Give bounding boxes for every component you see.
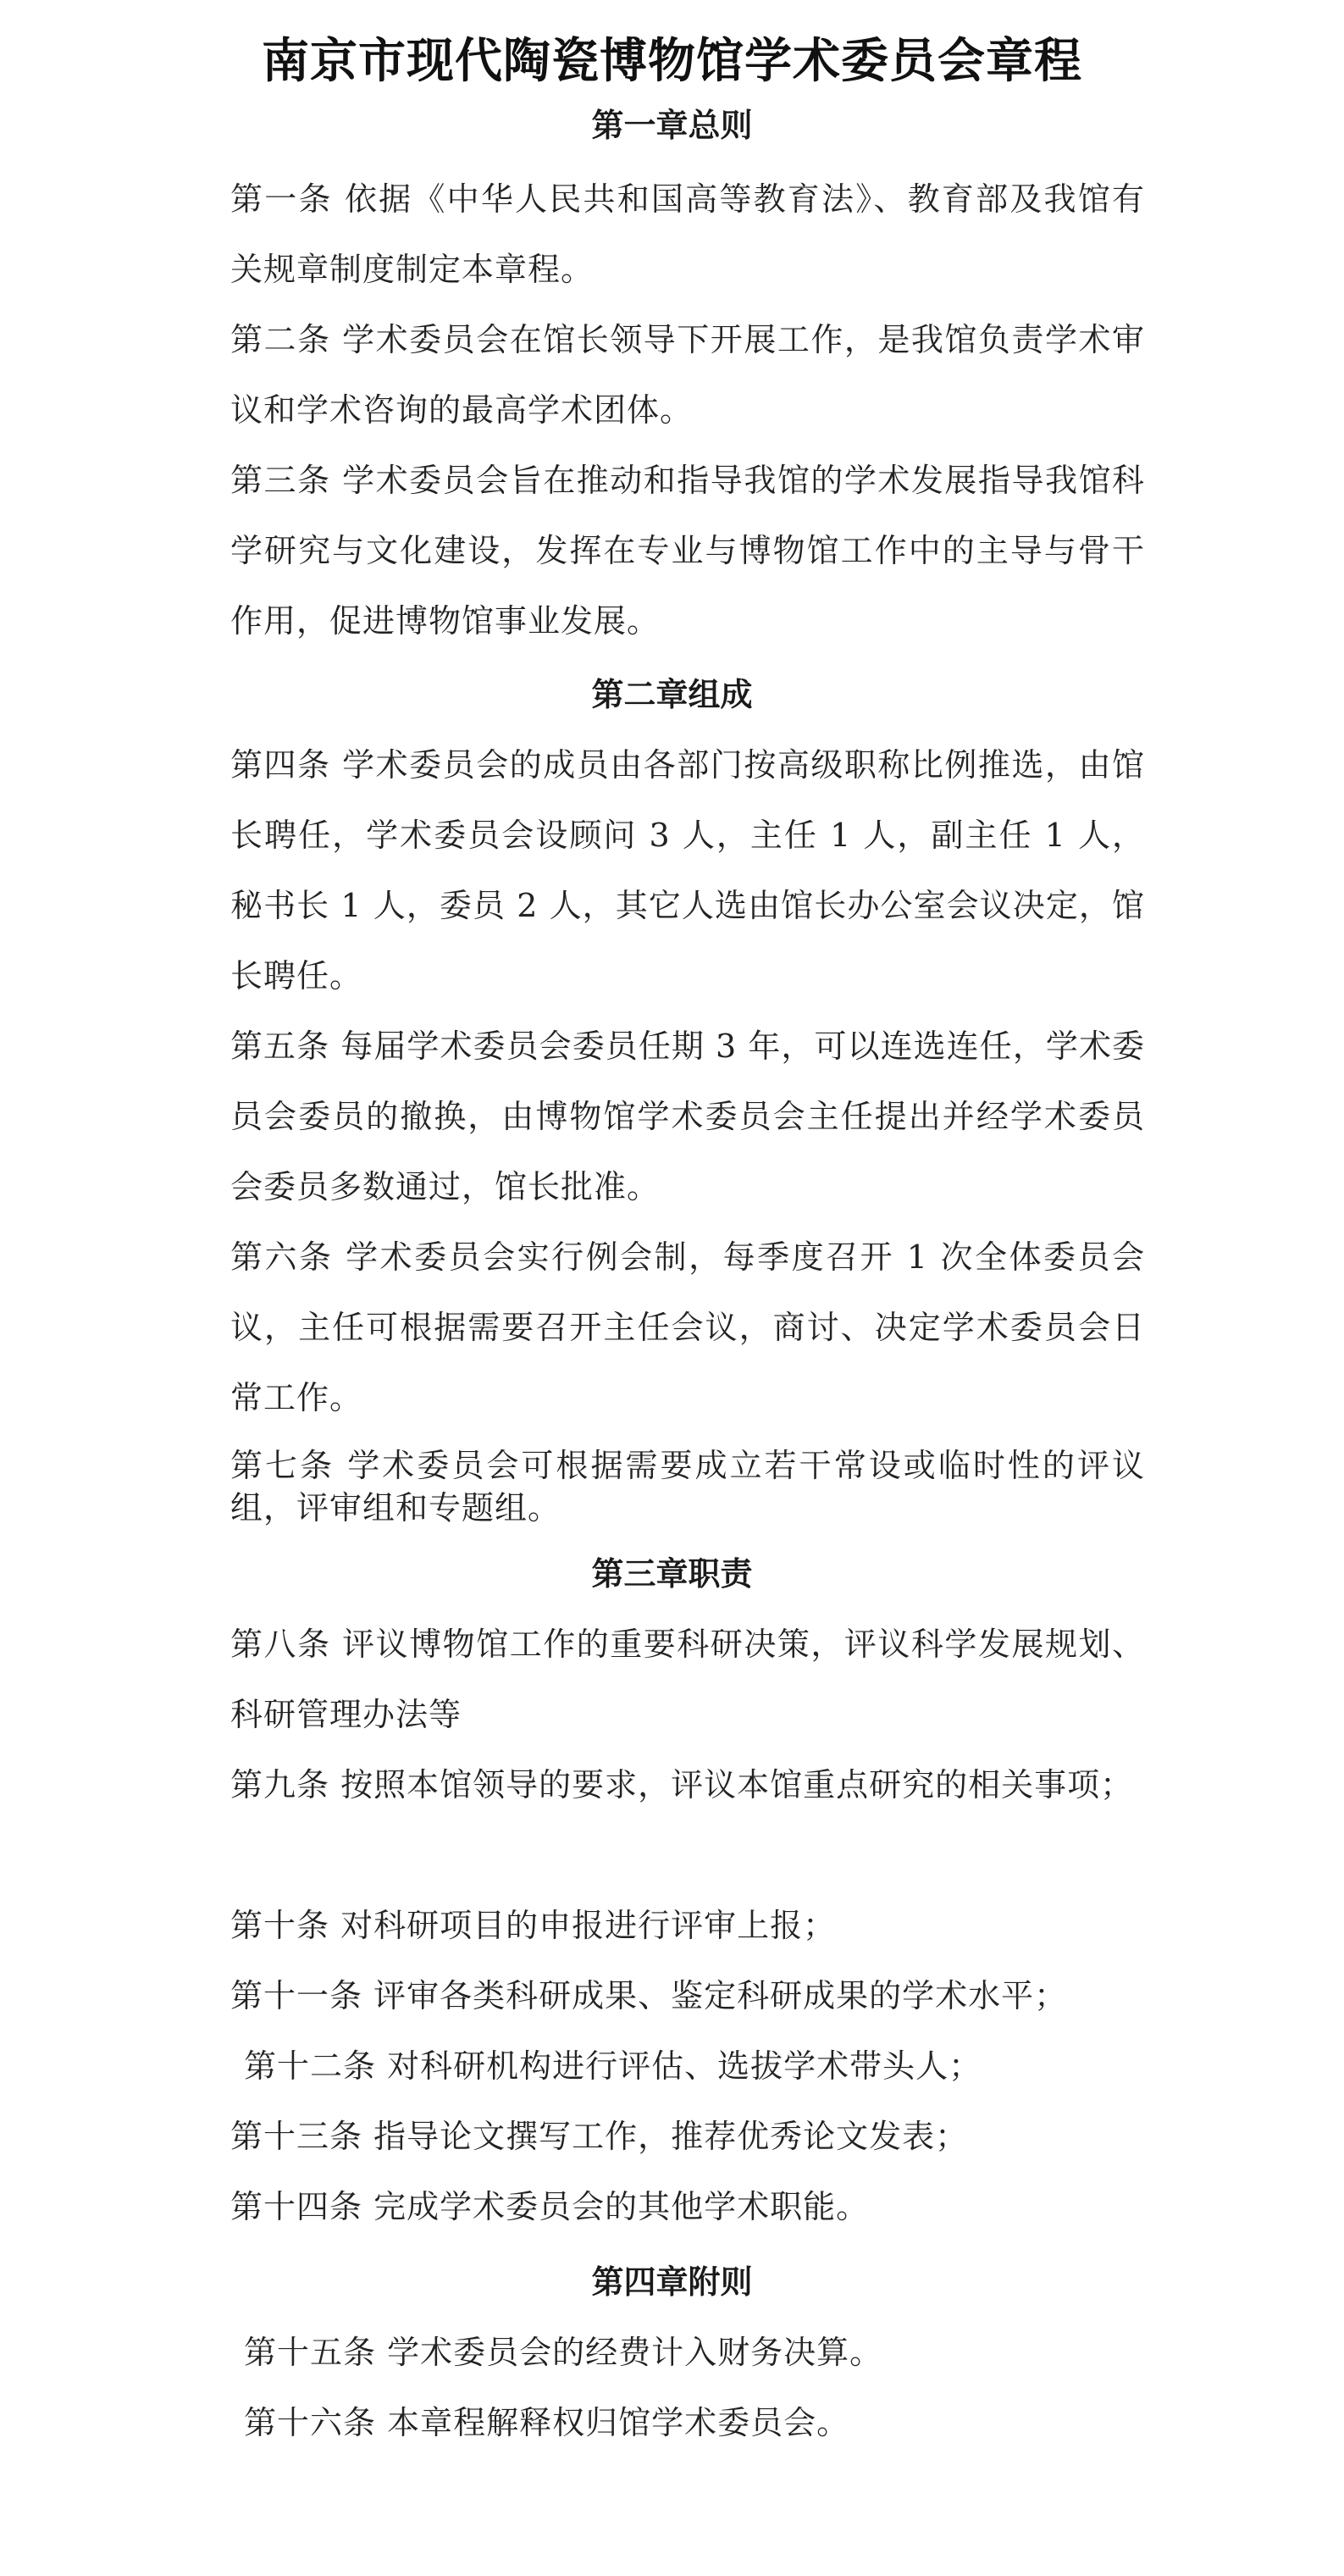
article-paragraph: 第十五条 学术委员会的经费计入财务决算。 <box>244 2334 883 2371</box>
article-paragraph: 第一条 依据《中华人民共和国高等教育法》、教育部及我馆有关规章制度制定本章程。 <box>230 180 1145 288</box>
chapter-heading: 第二章组成 <box>591 675 753 713</box>
chapter-heading: 第一章总则 <box>591 106 753 144</box>
article-paragraph: 第三条 学术委员会旨在推动和指导我馆的学术发展指导我馆科学研究与文化建设，发挥在专业与博物馆工作中的主导与骨干作用，促进博物馆事业发展。 <box>230 462 1145 640</box>
article-paragraph: 第十条 对科研项目的申报进行评审上报； <box>230 1907 837 1944</box>
article-paragraph: 第五条 每届学术委员会委员任期 3 年，可以连选连任，学术委员会委员的撤换，由博物馆学术委员会主任提出并经学术委员会委员多数通过，馆长批准。 <box>230 1028 1145 1205</box>
article-paragraph: 第八条 评议博物馆工作的重要科研决策，评议科学发展规划、科研管理办法等 <box>230 1626 1145 1733</box>
article-paragraph: 第七条 学术委员会可根据需要成立若干常设或临时性的评议组，评审组和专题组。 <box>230 1447 1145 1526</box>
article-paragraph: 第十二条 对科研机构进行评估、选拔学术带头人； <box>244 2047 982 2085</box>
article-paragraph: 第十三条 指导论文撰写工作，推荐优秀论文发表； <box>230 2118 969 2155</box>
document-title: 南京市现代陶瓷博物馆学术委员会章程 <box>262 34 1082 89</box>
chapter-heading: 第四章附则 <box>591 2263 753 2301</box>
article-paragraph: 第十一条 评审各类科研成果、鉴定科研成果的学术水平； <box>230 1977 1068 2014</box>
chapter-heading: 第三章职责 <box>591 1554 753 1593</box>
article-paragraph: 第四条 学术委员会的成员由各部门按高级职称比例推选，由馆长聘任，学术委员会设顾问 3 人，主任 1 人，副主任 1 人，秘书长 1 人，委员 2 人，其它人选由馆长办公室会议决定，馆长聘任。 <box>230 746 1145 994</box>
article-paragraph: 第二条 学术委员会在馆长领导下开展工作，是我馆负责学术审议和学术咨询的最高学术团体。 <box>230 321 1145 429</box>
article-paragraph: 第十六条 本章程解释权归馆学术委员会。 <box>244 2404 850 2441</box>
article-paragraph: 第六条 学术委员会实行例会制，每季度召开 1 次全体委员会议，主任可根据需要召开主任会议，商讨、决定学术委员会日常工作。 <box>230 1238 1145 1416</box>
article-paragraph: 第十四条 完成学术委员会的其他学术职能。 <box>230 2188 870 2225</box>
article-paragraph: 第九条 按照本馆领导的要求，评议本馆重点研究的相关事项； <box>230 1766 1134 1803</box>
